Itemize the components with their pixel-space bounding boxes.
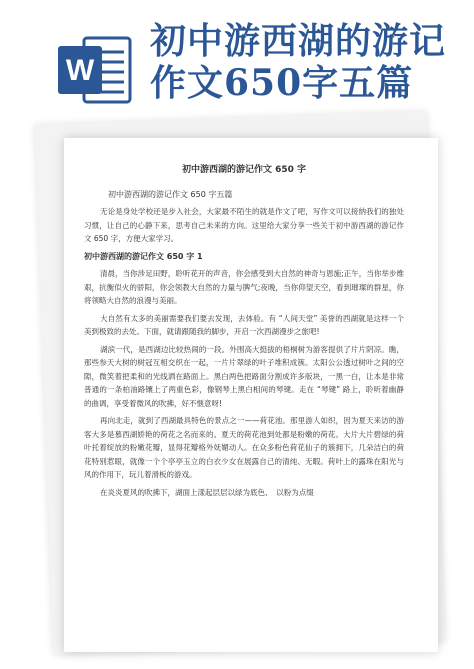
banner-title [150, 20, 468, 104]
banner-title-line-1: 初中游西湖的游记 [150, 20, 447, 62]
document-subtitle: 初中游西湖的游记作文 650 字五篇 [108, 189, 233, 199]
section-heading: 初中游西湖的游记作文 650 字 1 [84, 251, 203, 261]
paragraph-4: 再向北走，就到了西湖最具特色的景点之一——荷花池。那里游人如织，因为夏天来访的游客大多是慕西湖娇艳的荷花之名而来的。夏天的荷花池到处都是粉嫩的荷花。大片大片碧绿的荷叶托着绽放的粉嫩花瓣，显得花瓣格外妩媚动人。在众多粉色荷花仙子的簇拥下，几朵洁白的荷花特别惹眼，就像一个个亭亭玉立的白衣少女在展露自己的清纯、无暇。荷叶上的露珠在阳光与风的作用下，玩儿着滑板的游戏。 [84, 416, 404, 479]
paragraph-5: 在炎炎夏风的吹拂下，湖面上漾起层层以绿为底色、 以粉为点缀 [100, 487, 314, 497]
banner-title-line-2: 作文650字五篇 [150, 62, 414, 104]
word-icon [54, 30, 134, 110]
intro-paragraph: 无论是身处学校还是步入社会，大家最不陌生的就是作文了吧，写作文可以接纳我们的独处习惯，让自己的心静下来，思考自己未来的方向。这里给大家分享一些关于初中游西湖的游记作文 650 字，方便大家学习。 [84, 207, 404, 243]
document-page [64, 138, 438, 652]
paragraph-1: 清晨，当你涉足田野，聆听花开的声音，你会感受到大自然的神奇与恩施;正午，当你举步维艰，抗衡似火的骄阳，你会领教大自然的力量与脾气;夜晚，当你仰望天空，看到璀璨的群星，你将领略大自然的浪漫与美丽。 [84, 269, 404, 305]
document-body [84, 164, 404, 503]
paragraph-2: 大自然有太多的美丽需要我们要去发现，去体验。有 “人间天堂” 美誉的西湖就是这样一个美到极致的去处。下面，就请跟随我的脚步，开启一次西湖漫步之旅吧! [84, 313, 404, 336]
banner [0, 0, 474, 130]
document-title: 初中游西湖的游记作文 650 字 [181, 165, 307, 175]
word-logo-letter: W [65, 54, 95, 87]
paragraph-3: 湖滨一代，是西湖边比较热闹的一段。外围高大挺拔的梧桐树为游客提供了片片阴凉。瞧，那些参天大树的树冠互相交织在一起，一片片翠绿的叶子堆积成簇。太阳公公透过树叶之间的空隙，微笑着把柔和的光线洒在路面上。黑白两色把路面分割成许多版块，一黑一白，让本是非常普通的一条柏油路镶上了两重色彩，像钢琴上黑白相间的琴键。走在 “琴键” 路上，聆听着幽静的曲调，享受着微风的吹拂，好不惬意呀! [84, 344, 404, 408]
